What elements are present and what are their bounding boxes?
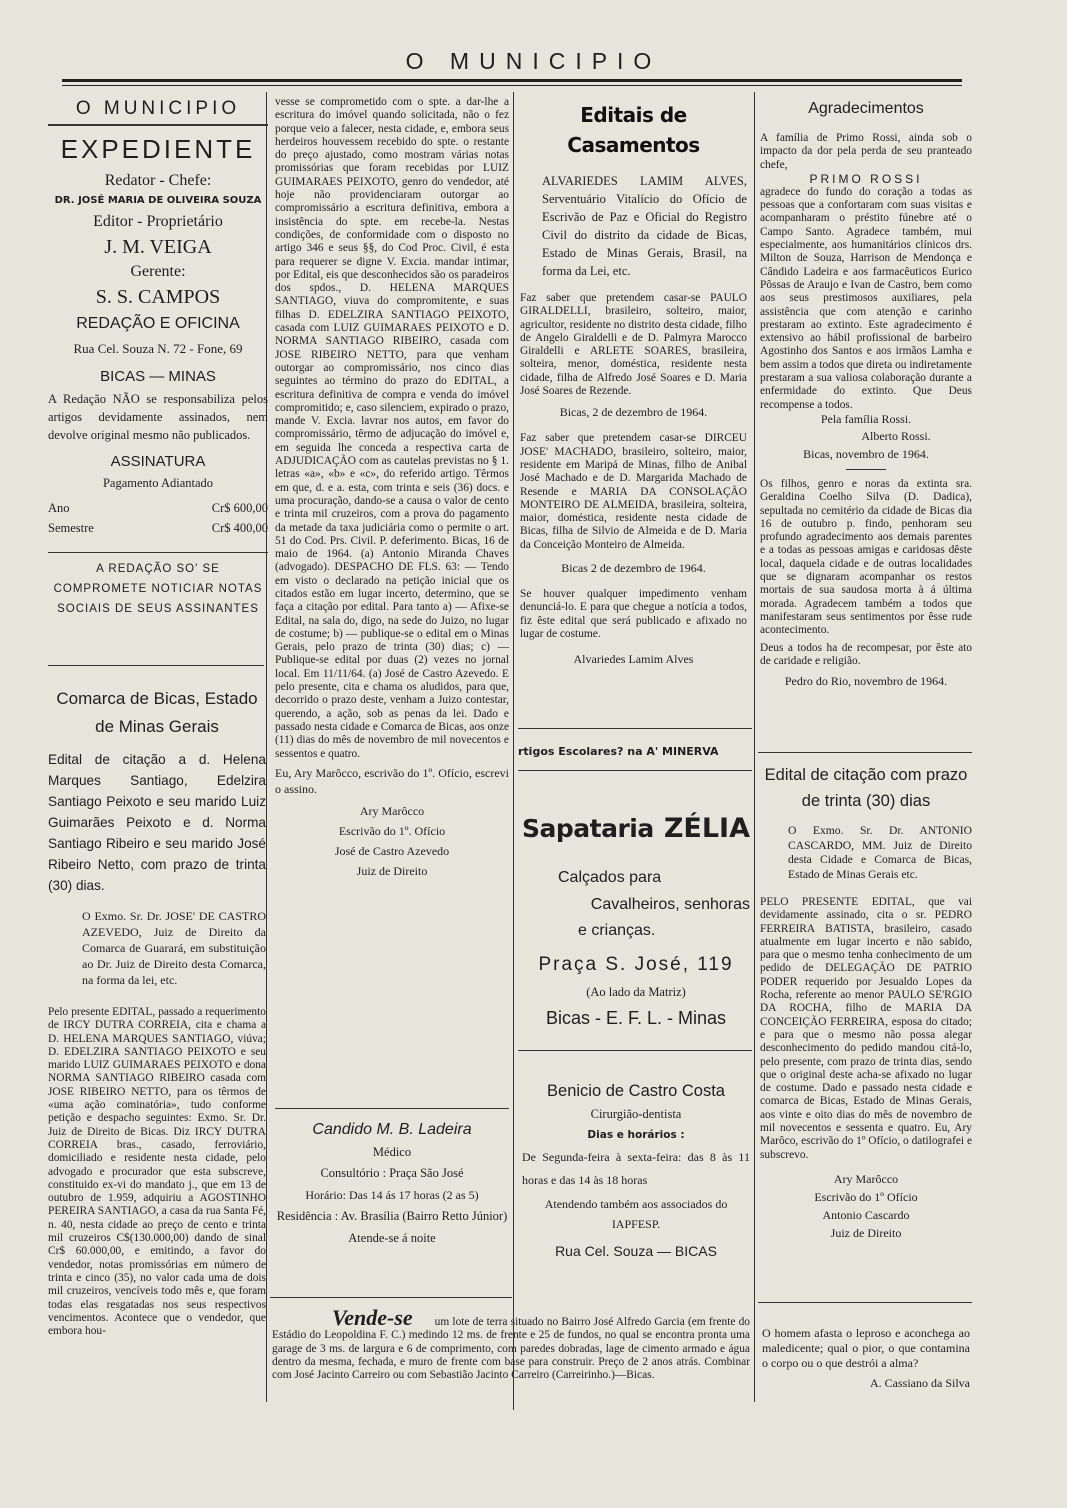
edital-citacao-intro: O Exmo. Sr. Dr. ANTONIO CASCARDO, MM. Juiz de Direito desta Cidade e Comarca de Bicas, Estado de Minas Gerais etc. xyxy=(788,824,972,881)
agradecimentos-second: Os filhos, genro e noras da extinta sra. Geraldina Coelho Silva (D. Dadica), sepultada no cemitério da cidade de Bicas dia 16 de outubro p. findo, penhoram seu profundo agradecimento aos demais parentes e a todas as pessoas amigas e caridosas dêste local, daquela cidade e de outras localidades que se dignaram acompanhar os restos mortais de sua saudosa morta à á última morada. Agradecem também a todos que manifestaram seus sentimentos por êsse rude acontecimento. xyxy=(760,477,972,637)
zelia-note: (Ao lado da Matriz) xyxy=(586,985,686,999)
editais-signature: Alvariedes Lamim Alves xyxy=(573,652,694,667)
minerva-text: rtigos Escolares? na A' MINERVA xyxy=(518,745,719,758)
price-row xyxy=(48,518,268,538)
zelia-address: Praça S. José, 119 xyxy=(538,954,734,975)
agradecimentos-signer: Alberto Rossi. xyxy=(861,428,931,443)
comarca-title: Comarca de Bicas, Estado de Minas Gerais xyxy=(56,689,258,736)
redacao-label: REDAÇÃO E OFICINA xyxy=(76,315,240,332)
quote-text: O homem afasta o leproso e aconchega ao maledicente; qual o pior, o que contamina o corpo ou o que destrói a alma? xyxy=(762,1326,970,1370)
divider xyxy=(275,1108,509,1109)
notice: A REDAÇÃO SO' SE COMPROMETE NOTICIAR NOTAS SOCIAIS DE SEUS ASSINANTES xyxy=(53,563,263,615)
editais-notice-1: Faz saber que pretendem casar-se PAULO GIRALDELLI, brasileiro, solteiro, maior, agricultor, residente no distrito desta cidade, filho de Angelo Giraldelli e de D. Palmyra Marocco Giraldelli e ARLETE SOARES, brasileira, solteira, menor, doméstica, residente nesta cidade, filha de Alfredo José Soares e D. Maria José Soares de Rezende. xyxy=(520,292,747,398)
signature-line: Ary Marôcco xyxy=(833,1171,899,1186)
signature-line: Escrivão do 1º Ofício xyxy=(814,1189,918,1204)
masthead-title: O MUNICIPIO xyxy=(405,48,662,74)
paper-name: O MUNICIPIO xyxy=(75,98,241,119)
column-divider xyxy=(754,92,755,1402)
editais-notice-2: Faz saber que pretendem casar-se DIRCEU JOSE' MACHADO, brasileiro, solteiro, maior, residente em Maripá de Minas, filho de Anibal José Machado e de D. Margarida Machado de Resende e MARIA DA CONSOLAÇÃO MONTEIRO DE ALMEIDA, brasileira, solteira, maior, doméstica, residente nesta cidade de Bicas, filha de Silvio de Almeida e de D. Maria da Conceição Monteiro de Almeida. xyxy=(520,432,747,551)
signature-line: Juiz de Direito xyxy=(356,863,428,878)
candido-consultorio: Consultório : Praça São José xyxy=(320,1166,464,1180)
redator-name: DR. JOSÉ MARIA DE OLIVEIRA SOUZA xyxy=(54,195,262,206)
divider xyxy=(518,728,752,729)
agradecimentos-body: agradece do fundo do coração a todas as pessoas que a confortaram com suas visitas e acompanharam o préstito fúnebre até o Campo Santo. Agradece também, mui especialmente, aos humanitários clínicos drs. Milton de Souza, Harrison de Mendonça e Cândido Ladeira e aos farmacêuticos Eurico Pôssas de Araujo e Ivan de Castro, bem como aos seus prestimosos auxiliares, pela assistência que com atenção e carinho prestaram ao extinto. Este agradecimento é extensivo ao hábil profissional de barbeiro Agostinho dos Santos e aos irmãos Lamha e bem assim a todos que direta ou indiretamente prestaram a sua valiosa colaboração durante a enfermidade do extinto. Que Deus recompense a todos. xyxy=(760,185,972,411)
comarca-intro: O Exmo. Sr. Dr. JOSE' DE CASTRO AZEVEDO, Juiz de Direito da Comarca de Guarará, em substituição ao Dr. Juiz de Direito desta Comarca, na forma da lei, etc. xyxy=(82,909,266,987)
editais-intro: ALVARIEDES LAMIM ALVES, Serventuário Vitalício do Ofício de Escrivão de Paz e Oficial do Registro Civil do distrito da cidade de Bicas, Estado de Minas Gerais, Brasil, na forma da Lei, etc. xyxy=(542,174,747,278)
divider xyxy=(48,665,264,666)
comarca-subtitle: Edital de citação a d. Helena Marques Santiago, Edelzira Santiago Peixoto e seu marido Luiz Guimarães Peixoto e d. Norma Santiago Ribeiro e seu marido José Ribeiro Netto, com prazo de trinta (30) dias. xyxy=(48,752,266,893)
signature-line: Ary Marôcco xyxy=(359,803,425,818)
benicio-name: Benicio de Castro Costa xyxy=(547,1082,725,1100)
zelia-title-left: Sapataria xyxy=(522,814,654,843)
editor-name: J. M. VEIGA xyxy=(104,236,212,258)
address: Rua Cel. Souza N. 72 - Fone, 69 xyxy=(73,341,243,356)
edital-citacao-body: PELO PRESENTE EDITAL, que vai devidamente assinado, cita o sr. PEDRO FERREIRA BATISTA, brasileiro, casado atualmente em lugar incerto e não sabido, para que o mesmo tenha conhecimento de um pedido de DELEGAÇÃO DE PATRIO PODER requerido por Jesualdo Lopes da Rocha, referente ao menor PAULO SE'RGIO DA ROCHA, filho de MARIA DA CONCEIÇÃO FERREIRA, esposa do citado; e para que o mesmo não possa alegar desconhecimento do pedido mandou citá-lo, pelo presente, com prazo de trinta dias, sendo que o original deste acha-se afixado no lugar de costume. Dado e passado nesta cidade e comarca de Bicas, Estado de Minas Gerais, aos vinte e oito dias do mês de novembro de mil novecentos e sessenta e quatro. Eu, Ary Marôco, escrivão do 1º Ofício, o datilografei e subscrevo. xyxy=(760,896,972,1161)
comarca-continuation xyxy=(275,96,509,1416)
city: BICAS — MINAS xyxy=(100,368,216,385)
divider xyxy=(758,1302,972,1303)
candido-atende: Atende-se á noite xyxy=(348,1231,436,1245)
divider xyxy=(846,469,886,470)
quote-box xyxy=(762,1326,970,1416)
benicio-address: Rua Cel. Souza — BICAS xyxy=(555,1243,717,1259)
zelia-title-right: ZÉLIA xyxy=(663,813,750,844)
editais-date-1: Bicas, 2 de dezembro de 1964. xyxy=(559,405,708,420)
editor-label: Editor - Proprietário xyxy=(93,213,223,230)
signature-line: Antonio Cascardo xyxy=(822,1207,910,1222)
signature-line: José de Castro Azevedo xyxy=(334,843,450,858)
assinatura-sub: Pagamento Adiantado xyxy=(102,476,214,490)
redator-label: Redator - Chefe: xyxy=(104,172,212,189)
zelia-title xyxy=(522,800,750,858)
agradecimentos-section xyxy=(760,96,972,736)
zelia-ad xyxy=(522,800,750,1045)
divider xyxy=(48,552,268,553)
divider xyxy=(270,1297,512,1298)
gerente-name: S. S. CAMPOS xyxy=(95,286,221,308)
edital-citacao-section xyxy=(760,762,972,1292)
price-label: Ano xyxy=(48,501,70,515)
vende-se-text: um lote de terra situado no Bairro José Alfredo Garcia (em frente do Estádio do Leopoldina F. C.) medindo 12 ms. de frente e 25 de fundos, no qual se encontra pronta uma garage de 3 ms. de largura e 6 de comprimento, com paredes dobradas, lage de cimento armado e água dentro da mesma, fechada, e muro de frente com base para construir. Preço de 2 anos atrás. Combinar com José Jacinto Carreiro ou com Sebastião Jacinto Carreiro (Carreirinho.)—Bicas. xyxy=(272,1316,750,1382)
disclaimer: A Redação NÃO se responsabiliza pelos artigos devidamente assinados, nem devolve original mesmo não publicados. xyxy=(48,392,268,442)
signature-line: Escrivão do 1º. Ofício xyxy=(338,823,446,838)
zelia-line-2: Cavalheiros, senhoras xyxy=(590,896,750,913)
comarca-section xyxy=(48,685,266,1410)
comarca-body: Pelo presente EDITAL, passado a requerimento de IRCY DUTRA CORREIA, cita e chama a D. HELENA MARQUES SANTIAGO, viúva; D. EDELZIRA SANTIAGO PEIXOTO e seu marido LUIZ GUIMARAES PEIXOTO e dona NORMA SANTIAGO RIBEIRO casada com JOSE RIBEIRO NETTO, para os têrmos de «uma ação cominatória», tudo conforme petição e despacho seguintes: Exmo. Sr. Dr. Juiz de Direito de Bicas. Diz IRCY DUTRA CORREIA bras., casado, ferroviário, domiciliado e residente nesta cidade, pelo advogado e procurador que esta subscreve, constituido ex-vi do mandato j., que em 13 de outubro de 1.959, adquiriu a AGOSTINHO PEREIRA SANTIAGO, a casa da rua Santa Fé, n. 40, nesta cidade ao preço de cento e trinta mil cruzeiros C$(130.000,00) dando de sinal Cr$ 60.000,00, e emitindo, a favor do vendedor, notas promissórias em número de trinta e cinco (35), no valor cada uma de dois mil cruzeiros, vencíveis todo mês e, que foram todas elas resgatadas nos seus respectivos vencimentos. Acontece que o vendedor, que embora hou- xyxy=(48,1006,266,1338)
divider xyxy=(48,124,268,126)
editais-impediment: Se houver qualquer impedimento venham denunciá-lo. E para que chegue a notícia a todos, fiz êste edital que será publicado e afixado no lugar de costume. xyxy=(520,588,747,640)
agradecimentos-intro: A família de Primo Rossi, ainda sob o impacto da dor pela perda de seu pranteado chefe, xyxy=(760,132,972,171)
comarca-continuation-text: vesse se comprometido com o spte. a dar-lhe a escritura do imóvel quando solicitada, não o fez porque veio a falecer, nesta cidade, e, embora seus herdeiros houvessem recebido do spte. o restante do preço ajustado, como mostram várias notas promissórias que foram recebidas por LUIZ GUIMARAES PEIXOTO, genro do vendedor, até hoje não providenciaram outorgar ao compromissário a escritura definitiva, embora a insistência do spte. em recebe-la. Nestas condições, de conformidade com o disposto no artigo 346 e seus §§, do Cod Proc. Civil, é esta para requerer se digne V. Excia. mandar intimar, por Edital, eis que desconhecidos são os paradeiros dos spdos., D. HELENA MARQUES SANTIAGO, viuva do compromitente, e suas filhas D. EDELZIRA SANTIAGO PEIXOTO, casada com LUIZ GUIMARAES PEIXOTO e D. NORMA SANTIAGO RIBEIRO, casada com JOSE RIBEIRO NETTO, para que venham outorgar ao compromissário, nos cinco dias seguintes ao término do prazo do EDITAL, a escritura definitiva de compra e venda do imóvel compromitido; e, caso silenciem, expirado o prazo, mande V. Excia. lavrar nos autos, em favor do compromissário, têrmo de adjucação do imóvel e, em seguida lhe conceda a respectiva carta de ADJUDICAÇÃO com as cautelas previstas no § 1. letras «a», «b» e «c», do referido artigo. Têrmos em que, d. e a. esta, com trinta e seis (36) docs. e uma procuração, dando-se a causa o valor de cento e trinta mil cruzeiros, com a prova do pagamento da metade da taxa judiciária como o permite o art. 51 do Cod. Prs. Civil. P. deferimento. Bicas, 16 de maio de 1964. (a) Antonio Miranda Chaves (advogado). DESPACHO DE FLS. 63: — Tendo em visto o declarado na petição inicial que os citados estão em lugar incerto, determino, que se faça a citação por edital. Para tanto a) — Afixe-se Edital, na sala do, digo, na sede do Juizo, no lugar de costume; b) — publique-se o edital em o Minas Gerais, pelo prazo de trinta (30) dias; c) — Publique-se edital por duas (2) vezes no jornal local. Em 11/11/64. (a) José de Castro Azevedo. E pelo presente, cita e chama os aludidos, para que, decorrido o prazo deste, venham a Juizo contestar, querendo, a ação, sob as penas da lei. Dado e passado nesta cidade e Comarca de Bicas, aos onze (11) dias do mês de novembro de mil novecentos e sessentos e quatro. xyxy=(275,96,509,760)
price-value: Cr$ 600,00 xyxy=(211,501,268,515)
signature-line: Juiz de Direito xyxy=(830,1225,902,1240)
candido-residencia: Residência : Av. Brasília (Bairro Retto Júnior) xyxy=(276,1209,508,1223)
divider xyxy=(518,1050,752,1051)
quote-author: A. Cassiano da Silva xyxy=(870,1376,970,1390)
editais-title: Editais de Casamentos xyxy=(567,103,700,157)
editais-date-2: Bicas 2 de dezembro de 1964. xyxy=(561,561,706,576)
benicio-ad xyxy=(522,1078,750,1278)
masthead-rule-thin xyxy=(62,85,962,86)
zelia-city: Bicas - E. F. L. - Minas xyxy=(545,1008,727,1028)
deceased-name: PRIMO ROSSI xyxy=(809,171,923,186)
candido-horario: Horário: Das 14 ás 17 horas (2 as 5) xyxy=(305,1188,479,1202)
agradecimentos-second-closing: Deus a todos ha de recompesar, por êste ato de caridade e religião. xyxy=(760,641,972,667)
candido-name: Candido M. B. Ladeira xyxy=(312,1121,472,1138)
agradecimentos-family: Pela família Rossi. xyxy=(820,411,912,426)
expediente-box xyxy=(48,96,268,671)
candido-role: Médico xyxy=(372,1145,412,1159)
agradecimentos-second-date: Pedro do Rio, novembro de 1964. xyxy=(784,674,948,689)
editais-banner xyxy=(520,100,747,160)
zelia-line-3: e crianças. xyxy=(578,922,656,939)
benicio-role: Cirurgião-dentista xyxy=(590,1107,682,1121)
edital-citacao-title: Edital de citação com prazo de trinta (30) dias xyxy=(764,766,968,810)
price-value: Cr$ 400,00 xyxy=(211,521,268,535)
agradecimentos-date: Bicas, novembro de 1964. xyxy=(803,446,929,461)
divider xyxy=(518,770,752,771)
minerva-ad xyxy=(518,740,752,766)
divider xyxy=(758,752,972,753)
gerente-label: Gerente: xyxy=(130,263,186,280)
benicio-hours-title: Dias e horários : xyxy=(587,1129,685,1141)
agradecimentos-title: Agradecimentos xyxy=(808,100,924,117)
price-row xyxy=(48,498,268,518)
candido-ad xyxy=(275,1118,509,1249)
price-label: Semestre xyxy=(48,521,94,535)
benicio-associados: Atendendo também aos associados do IAPFESP. xyxy=(544,1197,728,1231)
vende-se-label: Vende-se xyxy=(332,1308,413,1330)
masthead-rule xyxy=(62,79,962,82)
vende-se-ad xyxy=(272,1308,750,1428)
column-divider xyxy=(513,92,514,1410)
assinatura-title: ASSINATURA xyxy=(110,453,206,470)
spacer xyxy=(48,741,266,749)
expediente-title: EXPEDIENTE xyxy=(60,134,256,164)
benicio-hours: De Segunda-feira à sexta-feira: das 8 às 11 horas e das 14 às 18 horas xyxy=(522,1150,750,1187)
vende-se-text-wrap xyxy=(272,1308,750,1382)
zelia-line-1: Calçados para xyxy=(558,869,662,886)
comarca-closing: Eu, Ary Marôcco, escrivão do 1º. Ofício, escrevi o assino. xyxy=(275,765,509,796)
